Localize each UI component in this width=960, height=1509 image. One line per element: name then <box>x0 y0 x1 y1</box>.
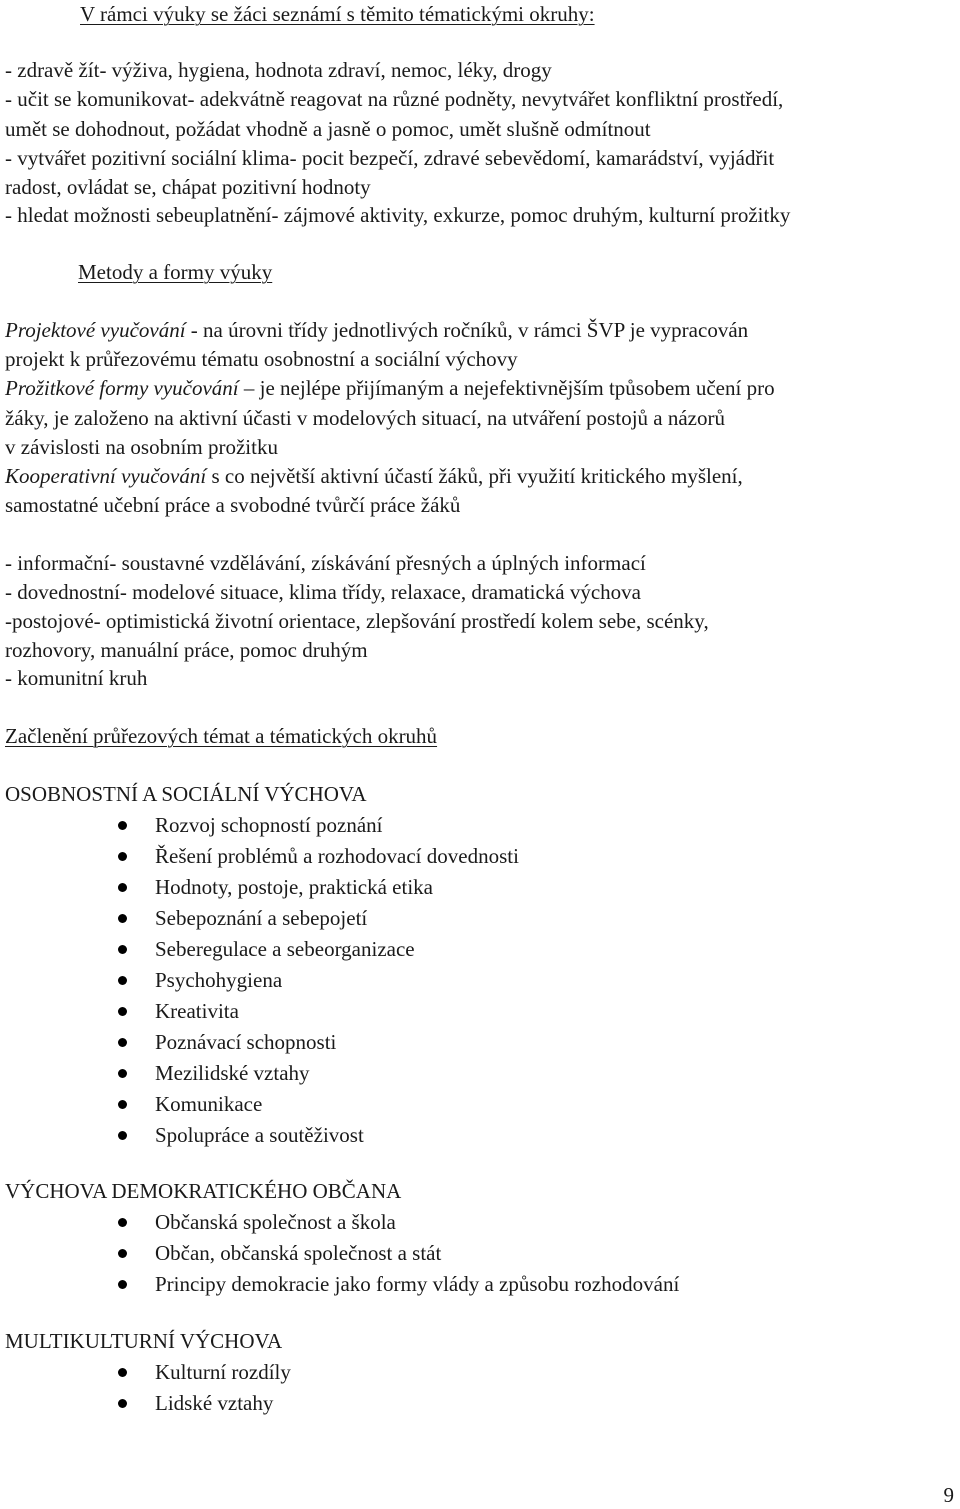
topic-line-1: - zdravě žít- výživa, hygiena, hodnota zdraví, nemoc, léky, drogy <box>5 58 552 82</box>
bullet-icon <box>118 1038 127 1047</box>
method-project-line2: projekt k průřezovému tématu osobnostní a sociální výchovy <box>5 347 518 371</box>
method-experiential-desc: – je nejlépe přijímaným a nejefektivnějším tpůsobem učení pro <box>243 376 775 400</box>
intro-heading: V rámci výuky se žáci seznámí s těmito tématickými okruhy: <box>80 2 595 26</box>
competence-line-2: - dovednostní- modelové situace, klima třídy, relaxace, dramatická výchova <box>5 580 641 604</box>
method-cooperative-desc: s co největší aktivní účastí žáků, při využití kritického myšlení, <box>211 464 743 488</box>
topic-line-6: - hledat možnosti sebeuplatnění- zájmové aktivity, exkurze, pomoc druhým, kulturní prožitky <box>5 203 791 227</box>
competence-line-3: -postojové- optimistická životní orientace, zlepšování prostředí kolem sebe, scénky, <box>5 609 709 633</box>
method-experiential <box>5 374 775 403</box>
topic-line-5: radost, ovládat se, chápat pozitivní hodnoty <box>5 175 371 199</box>
method-cooperative-term: Kooperativní vyučování <box>5 464 207 488</box>
method-experiential-line3: v závislosti na osobním prožitku <box>5 435 278 459</box>
method-cooperative-line2: samostatné učební práce a svobodné tvůrčí práce žáků <box>5 493 461 517</box>
section-title-democratic-citizen: VÝCHOVA DEMOKRATICKÉHO OBČANA <box>5 1179 402 1203</box>
page-number: 9 <box>943 1483 954 1507</box>
topic-line-2: - učit se komunikovat- adekvátně reagovat na různé podněty, nevytvářet konfliktní prostředí, <box>5 87 784 111</box>
bullet-icon <box>118 914 127 923</box>
topic-line-3: umět se dohodnout, požádat vhodně a jasně o pomoc, umět slušně odmítnout <box>5 117 651 141</box>
bullet-icon <box>118 1218 127 1227</box>
topic-line-4: - vytvářet pozitivní sociální klima- pocit bezpečí, zdravé sebevědomí, kamarádství, vyjádřit <box>5 146 775 170</box>
document-page: V rámci výuky se žáci seznámí s těmito tématickými okruhy: - zdravě žít- výživa, hygiena, hodnota zdraví, nemoc, léky, drogy - učit se komunikovat- adekvátně reagovat na různé podněty, nevytvářet konfliktní prostředí, umět se dohodnout, požádat vhodně a jasně o pomoc, umět slušně odmítnout - vytvářet pozitivní sociální klima- pocit bezpečí, zdravé sebevědomí, kamarádství, vyjádřit radost, ovládat se, chápat pozitivní hodnoty - hledat možnosti sebeuplatnění- zájmové aktivity, exkurze, pomoc druhým, kulturní prožitky Metody a formy výuky Projektové vyučování - na úrovni třídy jednotlivých ročníků, v rámci ŠVP je vypracován projekt k průřezovému tématu osobnostní a sociální výchovy Prožitkové formy vyučování – je nejlépe přijímaným a nejefektivnějším tpůsobem učení pro žáky, je založeno na aktivní účasti v modelových situací, na utváření postojů a názorů v závislosti na osobním prožitku Kooperativní vyučování s co největší aktivní účastí žáků, při využití kritického myšlení, samostatné učební práce a svobodné tvůrčí práce žáků - informační- soustavné vzdělávání, získávání přesných a úplných informací - dovednostní- modelové situace, klima třídy, relaxace, dramatická výchova -postojové- optimistická životní orientace, zlepšování prostředí kolem sebe, scénky, rozhovory, manuální práce, pomoc druhým - komunitní kruh Začlenění průřezových témat a tématických okruhů OSOBNOSTNÍ A SOCIÁLNÍ VÝCHOVA Rozvoj schopností poznání Řešení problémů a rozhodovací dovednosti Hodnoty, postoje, praktická etika Sebepoznání a sebepojetí Seberegulace a sebeorganizace Psychohygiena Kreativita Poznávací schopnosti Mezilidské vztahy Komunikace Spolupráce a soutěživost VÝCHOVA DEMOKRATICKÉHO OBČANA Občanská společnost a škola Občan, občanská společnost a stát Principy demokracie jako formy vlády a způsobu rozhodování MULTIKULTURNÍ VÝCHOVA Kulturní rozdíly Lidské vztahy 9 <box>5 2 954 1507</box>
section-title-multicultural: MULTIKULTURNÍ VÝCHOVA <box>5 1329 283 1353</box>
bullet-icon <box>118 852 127 861</box>
bullet-icon <box>118 1131 127 1140</box>
method-project-desc: - na úrovni třídy jednotlivých ročníků, v rámci ŠVP je vypracován <box>190 318 749 342</box>
bullet-icon <box>118 976 127 985</box>
bullet-icon <box>118 1069 127 1078</box>
bullet-icon <box>118 1368 127 1377</box>
bullet-icon <box>118 1007 127 1016</box>
competence-line-4: rozhovory, manuální práce, pomoc druhým <box>5 638 368 662</box>
method-cooperative <box>5 462 743 491</box>
bullet-icon <box>118 1100 127 1109</box>
method-experiential-line2: žáky, je založeno na aktivní účasti v modelových situací, na utváření postojů a názorů <box>5 406 725 430</box>
methods-heading: Metody a formy výuky <box>78 260 273 284</box>
bullet-icon <box>118 821 127 830</box>
integration-heading: Začlenění průřezových témat a tématických okruhů <box>5 724 438 748</box>
competence-line-5: - komunitní kruh <box>5 666 148 690</box>
bullet-icon <box>118 945 127 954</box>
method-project-term: Projektové vyučování <box>5 318 186 342</box>
method-experiential-term: Prožitkové formy vyučování <box>5 376 239 400</box>
bullet-icon <box>118 1280 127 1289</box>
bullet-icon <box>118 883 127 892</box>
method-project <box>5 316 748 345</box>
competence-line-1: - informační- soustavné vzdělávání, získávání přesných a úplných informací <box>5 551 646 575</box>
section-title-personal-social: OSOBNOSTNÍ A SOCIÁLNÍ VÝCHOVA <box>5 782 367 806</box>
bullet-icon <box>118 1249 127 1258</box>
bullet-icon <box>118 1399 127 1408</box>
